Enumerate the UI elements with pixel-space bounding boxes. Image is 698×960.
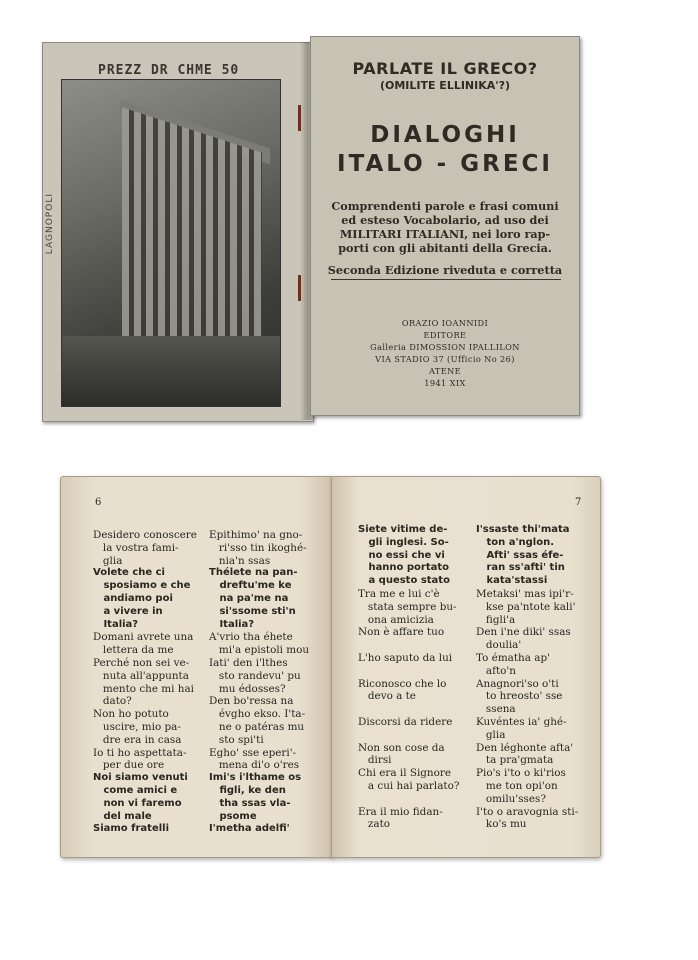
text-line: Afti' ssas éfe- bbox=[476, 549, 564, 561]
text-line: figli, ke den bbox=[209, 784, 286, 796]
cover-edition: Seconda Edizione riveduta e corretta bbox=[327, 263, 563, 277]
text-line: stata sempre bu- bbox=[358, 600, 457, 613]
publisher-line: EDITORE bbox=[423, 330, 467, 340]
text-line: ri'sso tin ikoghé- bbox=[209, 541, 307, 554]
text-line: ssena bbox=[476, 703, 516, 716]
text-line: na pa'me na bbox=[209, 592, 289, 604]
text-line: mena di'o o'res bbox=[209, 759, 300, 772]
text-line: A'vrio tha éhete bbox=[209, 631, 293, 644]
text-line bbox=[358, 639, 459, 652]
divider bbox=[331, 279, 561, 280]
text-line: come amici e bbox=[93, 784, 178, 796]
publisher-line: 1941 XIX bbox=[424, 378, 466, 388]
text-line: doulia' bbox=[476, 639, 522, 652]
front-cover bbox=[310, 36, 580, 416]
text-line: Volete che ci bbox=[93, 567, 165, 579]
desc-line: Comprendenti parole e frasi comuni bbox=[331, 199, 559, 213]
text-line: Domani avrete una bbox=[93, 631, 194, 644]
text-line: évgho ekso. I'ta- bbox=[209, 708, 306, 721]
text-line: sto randevu' pu bbox=[209, 669, 301, 682]
text-line bbox=[358, 729, 459, 742]
page-left bbox=[60, 476, 333, 858]
text-line: Chi era il Signore bbox=[358, 767, 451, 780]
text-line: dreftu'me ke bbox=[209, 580, 292, 592]
text-line: I'to o aravognia sti- bbox=[476, 805, 579, 818]
right-italian-column bbox=[358, 524, 459, 831]
text-line: Non è affare tuo bbox=[358, 626, 445, 639]
text-line: ton a'nglon. bbox=[476, 536, 554, 548]
text-line: zato bbox=[358, 818, 391, 831]
text-line: mi'a epistoli mou bbox=[209, 644, 310, 657]
text-line: Den bo'ressa na bbox=[209, 695, 294, 708]
text-line: mento che mi hai bbox=[93, 682, 194, 695]
text-line: to hreosto' sse bbox=[476, 690, 563, 703]
text-line: andiamo poi bbox=[93, 592, 173, 604]
text-line: Metaksi' mas ipi'r- bbox=[476, 587, 574, 600]
cover-publisher bbox=[311, 317, 579, 389]
text-line: Perché non sei ve- bbox=[93, 656, 190, 669]
text-line: figli'a bbox=[476, 613, 516, 626]
text-line: ran ss'afti' tin bbox=[476, 562, 565, 574]
text-line: nuta all'appunta bbox=[93, 669, 189, 682]
publisher-line: VIA STADIO 37 (Ufficio No 26) bbox=[375, 354, 515, 364]
text-line: Den i'ne diki' ssas bbox=[476, 626, 571, 639]
publisher-line: Galleria DIMOSSION IPALLILON bbox=[370, 342, 520, 352]
text-line: Siamo fratelli bbox=[93, 823, 170, 835]
text-line: Kuvéntes ia' ghé- bbox=[476, 715, 567, 728]
text-line: Italia? bbox=[93, 618, 139, 630]
cover-description bbox=[311, 199, 579, 255]
publisher-line: ATENE bbox=[428, 366, 462, 376]
text-line: kse pa'ntote kali' bbox=[476, 600, 576, 613]
text-line: Siete vitime de- bbox=[358, 524, 448, 535]
publisher-line: ORAZIO IOANNIDI bbox=[401, 318, 489, 328]
text-line: Imi's i'lthame os bbox=[209, 772, 302, 784]
text-line: la vostra fami- bbox=[93, 541, 179, 554]
cover-title-line-2: ITALO - GRECI bbox=[337, 151, 553, 177]
text-line: dre era in casa bbox=[93, 733, 182, 746]
text-line: glia bbox=[476, 728, 506, 741]
text-line: per due ore bbox=[93, 759, 165, 772]
text-line: I'ssaste thi'mata bbox=[476, 524, 570, 535]
text-line: Italia? bbox=[209, 618, 255, 630]
text-line: sto spi'ti bbox=[209, 733, 264, 746]
text-line: psome bbox=[209, 810, 257, 822]
text-line: me ton opi'on bbox=[476, 779, 558, 792]
text-line bbox=[358, 793, 459, 806]
text-line: dirsi bbox=[358, 754, 392, 767]
temple-photo bbox=[61, 79, 281, 407]
text-line: I'metha adelfi' bbox=[209, 823, 290, 835]
left-greek-column bbox=[209, 529, 309, 836]
text-line: L'ho saputo da lui bbox=[358, 651, 453, 664]
text-line bbox=[358, 703, 459, 716]
text-line: Anagnori'so o'ti bbox=[476, 677, 559, 690]
cover-question: PARLATE IL GRECO? bbox=[352, 59, 538, 78]
text-line: ne o patéras mu bbox=[209, 720, 305, 733]
text-line: gli inglesi. So- bbox=[358, 536, 449, 548]
booklet-inner-pages bbox=[60, 476, 600, 860]
page-number-left: 6 bbox=[95, 497, 102, 508]
cover-title-line-1: DIALOGHI bbox=[370, 122, 520, 148]
text-line: sposiamo e che bbox=[93, 580, 191, 592]
text-line: nia'n ssas bbox=[209, 554, 271, 567]
text-line: uscire, mio pa- bbox=[93, 720, 181, 733]
text-line: glia bbox=[93, 554, 123, 567]
text-line: Tra me e lui c'è bbox=[358, 587, 440, 600]
text-line: Discorsi da ridere bbox=[358, 715, 453, 728]
page-right bbox=[331, 476, 601, 858]
text-line: tha ssas vla- bbox=[209, 797, 291, 809]
text-line: Desidero conoscere bbox=[93, 529, 197, 541]
text-line bbox=[358, 665, 459, 678]
text-line: hanno portato bbox=[358, 562, 450, 574]
text-line: ko's mu bbox=[476, 818, 527, 831]
spine-label: LAGNOPOLI bbox=[45, 193, 55, 255]
text-line: Den léghonte afta' bbox=[476, 741, 574, 754]
page-number-right: 7 bbox=[575, 497, 582, 508]
text-line: Iati' den i'lthes bbox=[209, 656, 288, 669]
back-cover bbox=[42, 42, 314, 422]
text-line: dato? bbox=[93, 695, 132, 708]
text-line: ona amicizia bbox=[358, 613, 434, 626]
text-line: omilu'sses? bbox=[476, 792, 546, 805]
desc-line: porti con gli abitanti della Grecia. bbox=[338, 241, 552, 255]
text-line: a vivere in bbox=[93, 605, 163, 617]
text-line: Epithimo' na gno- bbox=[209, 529, 303, 541]
desc-line: MILITARI ITALIANI, nei loro rap- bbox=[339, 227, 551, 241]
text-line: ta pra'gmata bbox=[476, 754, 554, 767]
text-line: afto'n bbox=[476, 664, 516, 677]
text-line: Pio's i'to o ki'rios bbox=[476, 767, 566, 780]
text-line: Era il mio fidan- bbox=[358, 805, 443, 818]
left-italian-column bbox=[93, 529, 197, 836]
text-line: mu édosses? bbox=[209, 682, 286, 695]
price-stamp: PREZZ DR CHME 50 bbox=[98, 63, 240, 78]
desc-line: ed esteso Vocabolario, ad uso dei bbox=[341, 213, 549, 227]
text-line: non vi faremo bbox=[93, 797, 182, 809]
cover-title bbox=[311, 121, 579, 179]
text-line: Non son cose da bbox=[358, 741, 445, 754]
cover-question-sub: (OMILITE ELLINIKA'?) bbox=[379, 79, 511, 92]
text-line: si'ssome sti'n bbox=[209, 605, 296, 617]
text-line: Riconosco che lo bbox=[358, 677, 447, 690]
text-line: del male bbox=[93, 810, 152, 822]
text-line: lettera da me bbox=[93, 644, 174, 657]
text-line: Noi siamo venuti bbox=[93, 772, 188, 784]
text-line: devo a te bbox=[358, 690, 416, 703]
text-line: no essi che vi bbox=[358, 549, 445, 561]
right-greek-column bbox=[476, 524, 578, 831]
text-line: Non ho potuto bbox=[93, 708, 169, 721]
booklet-cover bbox=[42, 36, 580, 422]
text-line: Io ti ho aspettata- bbox=[93, 746, 187, 759]
text-line: To ématha ap' bbox=[476, 651, 550, 664]
text-line: Thélete na pan- bbox=[209, 567, 298, 579]
text-line: Egho' sse eperi'- bbox=[209, 746, 297, 759]
text-line: a cui hai parlato? bbox=[358, 779, 460, 792]
text-line: a questo stato bbox=[358, 575, 450, 587]
text-line: kata'stassi bbox=[476, 575, 548, 587]
